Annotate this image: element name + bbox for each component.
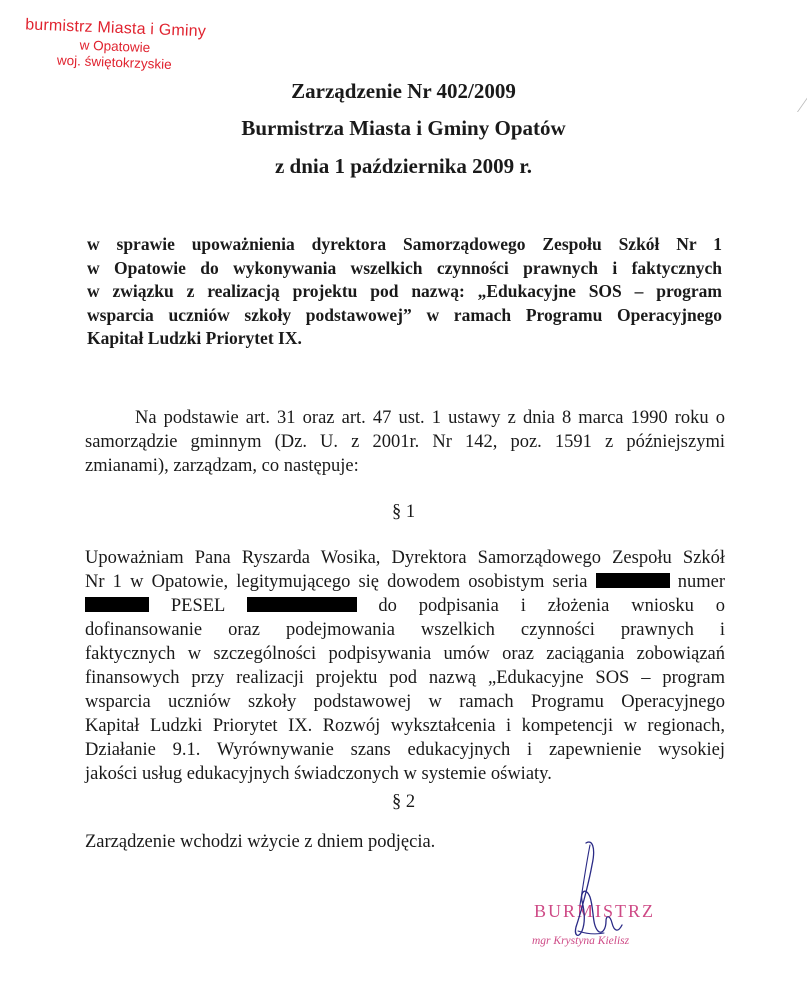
stamp-line-1: burmistrz Miasta i Gminy — [24, 16, 207, 41]
section-1-paragraph — [85, 546, 725, 786]
legal-basis-paragraph — [85, 406, 725, 478]
section-1-text: numer — [677, 572, 726, 592]
section-1-text: Nr 1 w Opatowie, legitymującego się dowodem osobistym seria — [85, 572, 588, 592]
redaction-id-number — [85, 597, 149, 612]
section-1-line: jakości usług edukacyjnych świadczonych w systemie oświaty. — [85, 764, 552, 784]
document-subject — [87, 233, 722, 351]
stamp-line-3: woj. świętokrzyskie — [56, 52, 172, 73]
redaction-id-series — [596, 573, 670, 588]
municipal-stamp — [14, 16, 216, 74]
section-1-line — [85, 594, 725, 618]
section-2-mark: § 2 — [391, 792, 416, 812]
handwritten-signature — [520, 835, 680, 965]
signature-title: BURMISTRZ — [534, 901, 656, 921]
section-1-line: Kapitał Ludzki Priorytet IX. Rozwój wykształcenia i kompetencji w regionach, — [85, 716, 725, 736]
section-1-line: finansowych przy realizacji projektu pod nazwą „Edukacyjne SOS – program — [85, 668, 725, 688]
redaction-pesel — [247, 597, 357, 612]
section-2-paragraph: Zarządzenie wchodzi wżycie z dniem podjęcia. — [85, 832, 436, 852]
subject-line: w Opatowie do wykonywania wszelkich czynności prawnych i faktycznych — [87, 257, 722, 278]
signature-block — [520, 835, 680, 965]
document-date: z dnia 1 października 2009 r. — [274, 154, 533, 178]
document-issuer: Burmistrza Miasta i Gminy Opatów — [241, 116, 566, 140]
section-1-mark: § 1 — [391, 502, 416, 522]
section-1-line: wsparcia uczniów szkoły podstawowej w ramach Programu Operacyjnego — [85, 692, 725, 712]
subject-line: w związku z realizacją projektu pod nazwą: „Edukacyjne SOS – program — [87, 281, 722, 301]
subject-line: wsparcia uczniów szkoły podstawowej” w ramach Programu Operacyjnego — [87, 304, 722, 325]
section-1-line: Upoważniam Pana Ryszarda Wosika, Dyrektora Samorządowego Zespołu Szkół — [85, 548, 725, 568]
legal-basis-line: zmianami), zarządzam, co następuje: — [85, 456, 359, 476]
subject-line: Kapitał Ludzki Priorytet IX. — [87, 328, 302, 348]
section-1-line — [85, 570, 725, 594]
section-1-line: faktycznych w szczególności podpisywania umów oraz zaciągania zobowiązań — [85, 644, 725, 664]
section-1-line: Działanie 9.1. Wyrównywanie szans edukacyjnych i zapewnienie wysokiej — [85, 740, 725, 760]
section-1-text: PESEL — [170, 596, 225, 616]
signature-name: mgr Krystyna Kielisz — [532, 935, 630, 947]
stamp-line-2: w Opatowie — [79, 37, 151, 56]
subject-line: w sprawie upoważnienia dyrektora Samorządowego Zespołu Szkół Nr 1 — [87, 234, 722, 254]
legal-basis-line: Na podstawie art. 31 oraz art. 47 ust. 1 ustawy z dnia 8 marca 1990 roku o — [135, 408, 725, 428]
document-title: Zarządzenie Nr 402/2009 — [291, 79, 516, 103]
section-1-text: do podpisania i złożenia wniosku o — [378, 596, 726, 616]
section-1-line: dofinansowanie oraz podejmowania wszelkich czynności prawnych i — [85, 620, 725, 640]
legal-basis-line: samorządzie gminnym (Dz. U. z 2001r. Nr 142, poz. 1591 z późniejszymi — [85, 432, 725, 452]
